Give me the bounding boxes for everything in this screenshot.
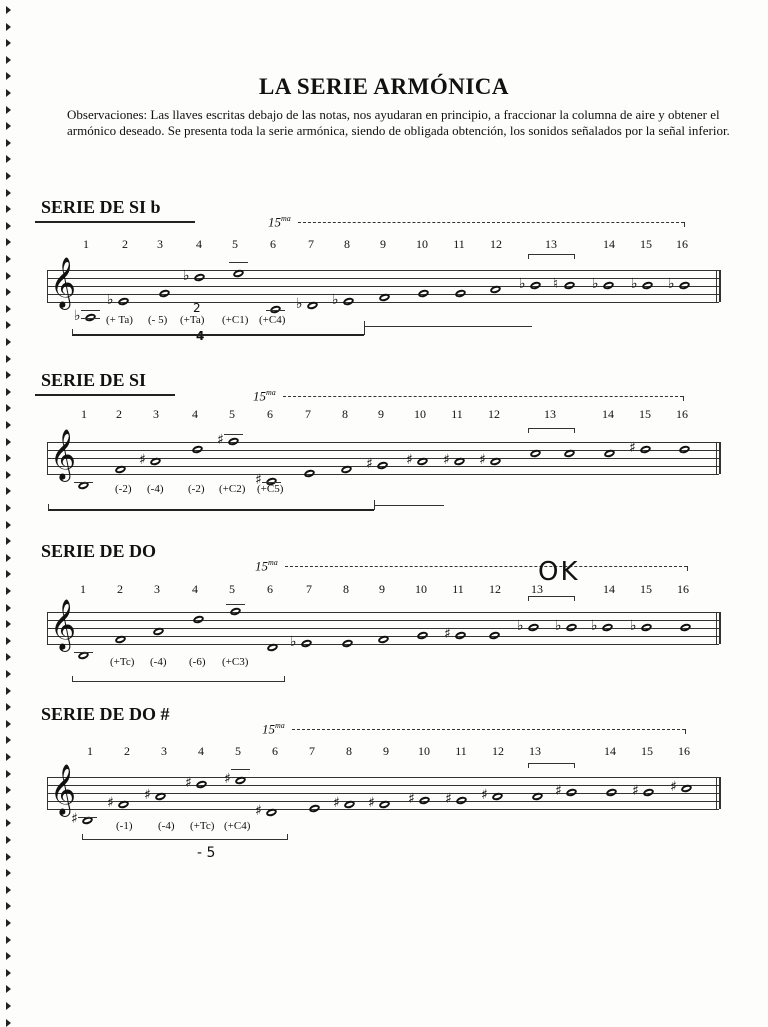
- binding-mark: [6, 189, 11, 197]
- sharp-sign-icon: ♯: [406, 452, 413, 468]
- music-staff: [47, 429, 719, 480]
- ottava-dashed-line: [292, 729, 685, 730]
- harmonic-number: 5: [229, 582, 235, 596]
- flat-sign-icon: ♭: [332, 292, 339, 308]
- binding-mark: [6, 222, 11, 230]
- treble-clef-icon: 𝄞: [50, 429, 77, 480]
- binding-mark: [6, 969, 11, 977]
- fingering-annotation: (+C3): [222, 656, 249, 668]
- staff-line: [47, 458, 719, 459]
- binding-mark: [6, 454, 11, 462]
- sharp-sign-icon: ♯: [443, 452, 450, 468]
- section-title: SERIE DE DO: [41, 541, 157, 561]
- bracket-end: [82, 834, 83, 840]
- ottava-end: [685, 729, 686, 734]
- harmonic-number: 13: [545, 237, 557, 251]
- binding-mark: [6, 869, 11, 877]
- ottava-mark: $15^{ma}$: [268, 214, 291, 230]
- bar-line: [719, 612, 721, 644]
- binding-mark: [6, 554, 11, 562]
- harmonic-number: 11: [453, 237, 465, 251]
- staff-line: [47, 278, 719, 279]
- binding-mark: [6, 272, 11, 280]
- binding-mark: [6, 604, 11, 612]
- flat-sign-icon: ♭: [631, 276, 638, 292]
- harmonic-number: 4: [192, 582, 198, 596]
- binding-mark: [6, 770, 11, 778]
- harmonic-number: 12: [492, 744, 504, 758]
- sharp-sign-icon: ♯: [107, 795, 114, 811]
- binding-mark: [6, 23, 11, 31]
- harmonic-number: 3: [157, 237, 163, 251]
- handwritten-ok-mark: OK: [538, 557, 580, 587]
- harmonic-number: 11: [451, 407, 463, 421]
- ottava-end: [687, 566, 688, 571]
- sharp-sign-icon: ♯: [217, 432, 224, 448]
- bar-line: [719, 442, 721, 474]
- sharp-sign-icon: ♯: [333, 795, 340, 811]
- harmonic-number: 10: [418, 744, 430, 758]
- ledger-line: [78, 817, 97, 818]
- flat-sign-icon: ♭: [555, 618, 562, 634]
- harmonic-number: 1: [83, 237, 89, 251]
- handwritten-mark: 2: [193, 301, 201, 315]
- harmonic-number: 1: [80, 582, 86, 596]
- sharp-sign-icon: ♯: [445, 791, 452, 807]
- binding-mark: [6, 355, 11, 363]
- fingering-annotation: (-6): [189, 656, 206, 668]
- binding-mark: [6, 438, 11, 446]
- treble-clef-icon: 𝄞: [50, 764, 77, 815]
- harmonic-number: 6: [270, 237, 276, 251]
- alternative-notes-bracket: [528, 254, 575, 255]
- ledger-line: [262, 482, 281, 483]
- treble-clef-icon: 𝄞: [50, 257, 77, 308]
- sharp-sign-icon: ♯: [255, 472, 262, 488]
- binding-mark: [6, 388, 11, 396]
- binding-mark: [6, 421, 11, 429]
- fingering-annotation: (+Ta): [180, 314, 205, 326]
- fingering-annotation: (+Tc): [190, 820, 215, 832]
- binding-mark: [6, 786, 11, 794]
- staff-line: [47, 302, 719, 303]
- ottava-end: [684, 222, 685, 227]
- harmonic-number: 8: [346, 744, 352, 758]
- required-bracket: [48, 509, 374, 511]
- sharp-sign-icon: ♯: [368, 795, 375, 811]
- binding-mark: [6, 836, 11, 844]
- harmonic-number: 2: [117, 582, 123, 596]
- sharp-sign-icon: ♯: [139, 452, 146, 468]
- fingering-annotation: (-2): [188, 483, 205, 495]
- harmonic-number: 6: [267, 407, 273, 421]
- fingering-annotation: (+C2): [219, 483, 246, 495]
- harmonic-number: 1: [81, 407, 87, 421]
- ottava-end: [683, 396, 684, 401]
- flat-sign-icon: ♭: [290, 634, 297, 650]
- harmonic-number: 8: [342, 407, 348, 421]
- ledger-line: [266, 310, 285, 311]
- binding-mark: [6, 172, 11, 180]
- harmonic-number: 8: [344, 237, 350, 251]
- optional-bracket: [72, 681, 284, 682]
- flat-sign-icon: ♭: [517, 618, 524, 634]
- sharp-sign-icon: ♯: [479, 452, 486, 468]
- harmonic-number: 4: [192, 407, 198, 421]
- fingering-annotation: (+Tc): [110, 656, 135, 668]
- binding-mark: [6, 122, 11, 130]
- binding-mark: [6, 139, 11, 147]
- binding-mark: [6, 803, 11, 811]
- harmonic-number: 1: [87, 744, 93, 758]
- bracket-end: [72, 676, 73, 682]
- bar-line: [47, 442, 48, 474]
- bracket-end: [48, 504, 49, 510]
- harmonic-number: 11: [452, 582, 464, 596]
- sharp-sign-icon: ♯: [629, 440, 636, 456]
- sharp-sign-icon: ♯: [670, 779, 677, 795]
- alternative-notes-bracket: [528, 596, 575, 597]
- bar-line: [719, 270, 721, 302]
- staff-line: [47, 612, 719, 613]
- binding-mark: [6, 620, 11, 628]
- binding-mark: [6, 504, 11, 512]
- optional-bracket: [82, 839, 287, 840]
- sharp-sign-icon: ♯: [408, 791, 415, 807]
- optional-bracket: [374, 505, 444, 506]
- sharp-sign-icon: ♯: [481, 787, 488, 803]
- binding-mark: [6, 853, 11, 861]
- fingering-annotation: (-4): [150, 656, 167, 668]
- ledger-line: [81, 310, 100, 311]
- staff-line: [47, 628, 719, 629]
- harmonic-number: 2: [124, 744, 130, 758]
- ledger-line: [224, 434, 243, 435]
- flat-sign-icon: ♭: [519, 276, 526, 292]
- optional-bracket: [364, 326, 532, 327]
- binding-mark: [6, 886, 11, 894]
- binding-mark: [6, 736, 11, 744]
- binding-mark: [6, 404, 11, 412]
- binding-mark: [6, 288, 11, 296]
- binding-mark: [6, 720, 11, 728]
- binding-mark: [6, 487, 11, 495]
- harmonic-number: 15: [639, 407, 651, 421]
- flat-sign-icon: ♭: [183, 268, 190, 284]
- flat-sign-icon: ♭: [668, 276, 675, 292]
- fingering-annotation: (+C4): [224, 820, 251, 832]
- staff-line: [47, 286, 719, 287]
- ledger-line: [74, 482, 93, 483]
- sharp-sign-icon: ♯: [366, 456, 373, 472]
- fingering-annotation: (+C4): [259, 314, 286, 326]
- bar-line: [47, 612, 48, 644]
- harmonic-number: 12: [488, 407, 500, 421]
- staff-line: [47, 809, 719, 810]
- harmonic-number: 10: [415, 582, 427, 596]
- fingering-annotation: (-4): [147, 483, 164, 495]
- binding-mark: [6, 687, 11, 695]
- binding-mark: [6, 587, 11, 595]
- binding-mark: [6, 819, 11, 827]
- bar-line: [47, 270, 48, 302]
- staff-line: [47, 474, 719, 475]
- sharp-sign-icon: ♯: [224, 771, 231, 787]
- flat-sign-icon: ♭: [296, 296, 303, 312]
- harmonic-number: 14: [602, 407, 614, 421]
- ledger-line: [74, 652, 93, 653]
- harmonic-number: 8: [343, 582, 349, 596]
- flat-sign-icon: ♭: [592, 276, 599, 292]
- harmonic-number: 13: [529, 744, 541, 758]
- bar-line: [716, 612, 717, 644]
- bar-line: [719, 777, 721, 809]
- ledger-line: [226, 604, 245, 605]
- fingering-annotation: (+ Ta): [106, 314, 133, 326]
- harmonic-number: 3: [161, 744, 167, 758]
- harmonic-number: 4: [196, 237, 202, 251]
- ottava-dashed-line: [283, 396, 683, 397]
- harmonic-number: 15: [641, 744, 653, 758]
- binding-mark: [6, 1019, 11, 1027]
- flat-sign-icon: ♭: [630, 618, 637, 634]
- harmonic-number: 5: [235, 744, 241, 758]
- intro-paragraph: Observaciones: Las llaves escritas debajo de las notas, nos ayudaran en principio, a fraccionar la columna de aire y obtener el armónico deseado. Se presenta toda la serie armónica, siendo de obligada obtención, los sonidos señalados por la señal inferior.: [67, 107, 730, 138]
- staff-line: [47, 644, 719, 645]
- binding-mark: [6, 670, 11, 678]
- binding-mark: [6, 205, 11, 213]
- binding-mark: [6, 637, 11, 645]
- harmonic-number: 9: [383, 744, 389, 758]
- binding-mark: [6, 305, 11, 313]
- sharp-sign-icon: ♯: [632, 783, 639, 799]
- binding-mark: [6, 753, 11, 761]
- natural-sign-icon: ♮: [553, 276, 559, 292]
- harmonic-number: 9: [380, 237, 386, 251]
- harmonic-number: 16: [677, 582, 689, 596]
- bracket-end: [72, 329, 73, 335]
- binding-mark: [6, 338, 11, 346]
- harmonic-number: 12: [490, 237, 502, 251]
- harmonic-number: 6: [272, 744, 278, 758]
- harmonic-number: 7: [306, 582, 312, 596]
- fingering-annotation: (+C1): [222, 314, 249, 326]
- binding-mark: [6, 1002, 11, 1010]
- binding-mark: [6, 570, 11, 578]
- title-underline: [35, 394, 175, 396]
- harmonic-number: 2: [116, 407, 122, 421]
- flat-sign-icon: ♭: [107, 292, 114, 308]
- sharp-sign-icon: ♯: [144, 787, 151, 803]
- fingering-annotation: (-1): [116, 820, 133, 832]
- binding-mark: [6, 371, 11, 379]
- harmonic-number: 7: [305, 407, 311, 421]
- harmonic-number: 15: [640, 237, 652, 251]
- bar-line: [716, 777, 717, 809]
- flat-sign-icon: ♭: [74, 308, 81, 324]
- binding-mark: [6, 985, 11, 993]
- binding-mark: [6, 521, 11, 529]
- bar-line: [716, 442, 717, 474]
- binding-mark: [6, 902, 11, 910]
- fingering-annotation: (-2): [115, 483, 132, 495]
- harmonic-number: 16: [676, 237, 688, 251]
- binding-mark: [6, 471, 11, 479]
- sharp-sign-icon: ♯: [71, 811, 78, 827]
- binding-mark: [6, 106, 11, 114]
- fingering-annotation: (+C5): [257, 483, 284, 495]
- staff-line: [47, 270, 719, 271]
- alternative-notes-bracket: [528, 428, 575, 429]
- required-bracket: [72, 334, 364, 336]
- ottava-mark: $15^{ma}$: [262, 721, 285, 737]
- harmonic-number: 5: [229, 407, 235, 421]
- harmonic-number: 9: [379, 582, 385, 596]
- ledger-line: [229, 262, 248, 263]
- treble-clef-icon: 𝄞: [50, 599, 77, 650]
- binding-mark: [6, 537, 11, 545]
- handwritten-mark: - 5: [197, 845, 216, 861]
- harmonic-number: 11: [455, 744, 467, 758]
- binding-mark: [6, 952, 11, 960]
- page-title: LA SERIE ARMÓNICA: [258, 74, 510, 99]
- binding-mark: [6, 56, 11, 64]
- binding-mark: [6, 919, 11, 927]
- sharp-sign-icon: ♯: [185, 775, 192, 791]
- bar-line: [47, 777, 48, 809]
- section-title: SERIE DE SI: [41, 370, 147, 390]
- harmonic-number: 14: [603, 237, 615, 251]
- sharp-sign-icon: ♯: [444, 626, 451, 642]
- harmonic-number: 10: [416, 237, 428, 251]
- harmonic-number: 15: [640, 582, 652, 596]
- staff-line: [47, 450, 719, 451]
- fingering-annotation: (- 5): [148, 314, 168, 326]
- harmonic-number: 13: [544, 407, 556, 421]
- bracket-end: [287, 834, 288, 840]
- staff-line: [47, 620, 719, 621]
- harmonic-number: 14: [603, 582, 615, 596]
- harmonic-number: 14: [604, 744, 616, 758]
- harmonic-number: 16: [678, 744, 690, 758]
- spiral-binding-marks: [4, 0, 14, 1024]
- binding-mark: [6, 238, 11, 246]
- bracket-end: [364, 321, 365, 335]
- ottava-mark: $15^{ma}$: [253, 388, 276, 404]
- binding-mark: [6, 703, 11, 711]
- fingering-annotation: (-4): [158, 820, 175, 832]
- handwritten-mark: 4: [196, 329, 205, 343]
- harmonic-number: 12: [489, 582, 501, 596]
- flat-sign-icon: ♭: [591, 618, 598, 634]
- staff-line: [47, 442, 719, 443]
- title-underline: [35, 221, 195, 223]
- sharp-sign-icon: ♯: [555, 783, 562, 799]
- staff-line: [47, 777, 719, 778]
- ottava-mark: $15^{ma}$: [255, 558, 278, 574]
- ottava-dashed-line: [298, 222, 684, 223]
- harmonic-number: 16: [676, 407, 688, 421]
- binding-mark: [6, 6, 11, 14]
- ottava-dashed-line: [285, 566, 687, 567]
- ledger-line: [231, 769, 250, 770]
- harmonic-number: 4: [198, 744, 204, 758]
- section-title: SERIE DE DO #: [41, 704, 170, 724]
- harmonic-number: 5: [232, 237, 238, 251]
- harmonic-number: 3: [153, 407, 159, 421]
- binding-mark: [6, 255, 11, 263]
- ledger-line: [81, 318, 100, 319]
- harmonic-number: 6: [267, 582, 273, 596]
- section-title: SERIE DE SI b: [41, 197, 161, 217]
- bracket-end: [284, 676, 285, 682]
- binding-mark: [6, 155, 11, 163]
- alternative-notes-bracket: [528, 763, 575, 764]
- bar-line: [716, 270, 717, 302]
- harmonic-number: 7: [309, 744, 315, 758]
- staff-line: [47, 785, 719, 786]
- harmonic-number: 9: [378, 407, 384, 421]
- harmonic-number: 2: [122, 237, 128, 251]
- binding-mark: [6, 653, 11, 661]
- harmonic-number: 3: [154, 582, 160, 596]
- sharp-sign-icon: ♯: [255, 803, 262, 819]
- harmonic-number: 7: [308, 237, 314, 251]
- harmonic-number: 10: [414, 407, 426, 421]
- harmonic-number: 13: [531, 582, 543, 596]
- binding-mark: [6, 39, 11, 47]
- binding-mark: [6, 936, 11, 944]
- binding-mark: [6, 321, 11, 329]
